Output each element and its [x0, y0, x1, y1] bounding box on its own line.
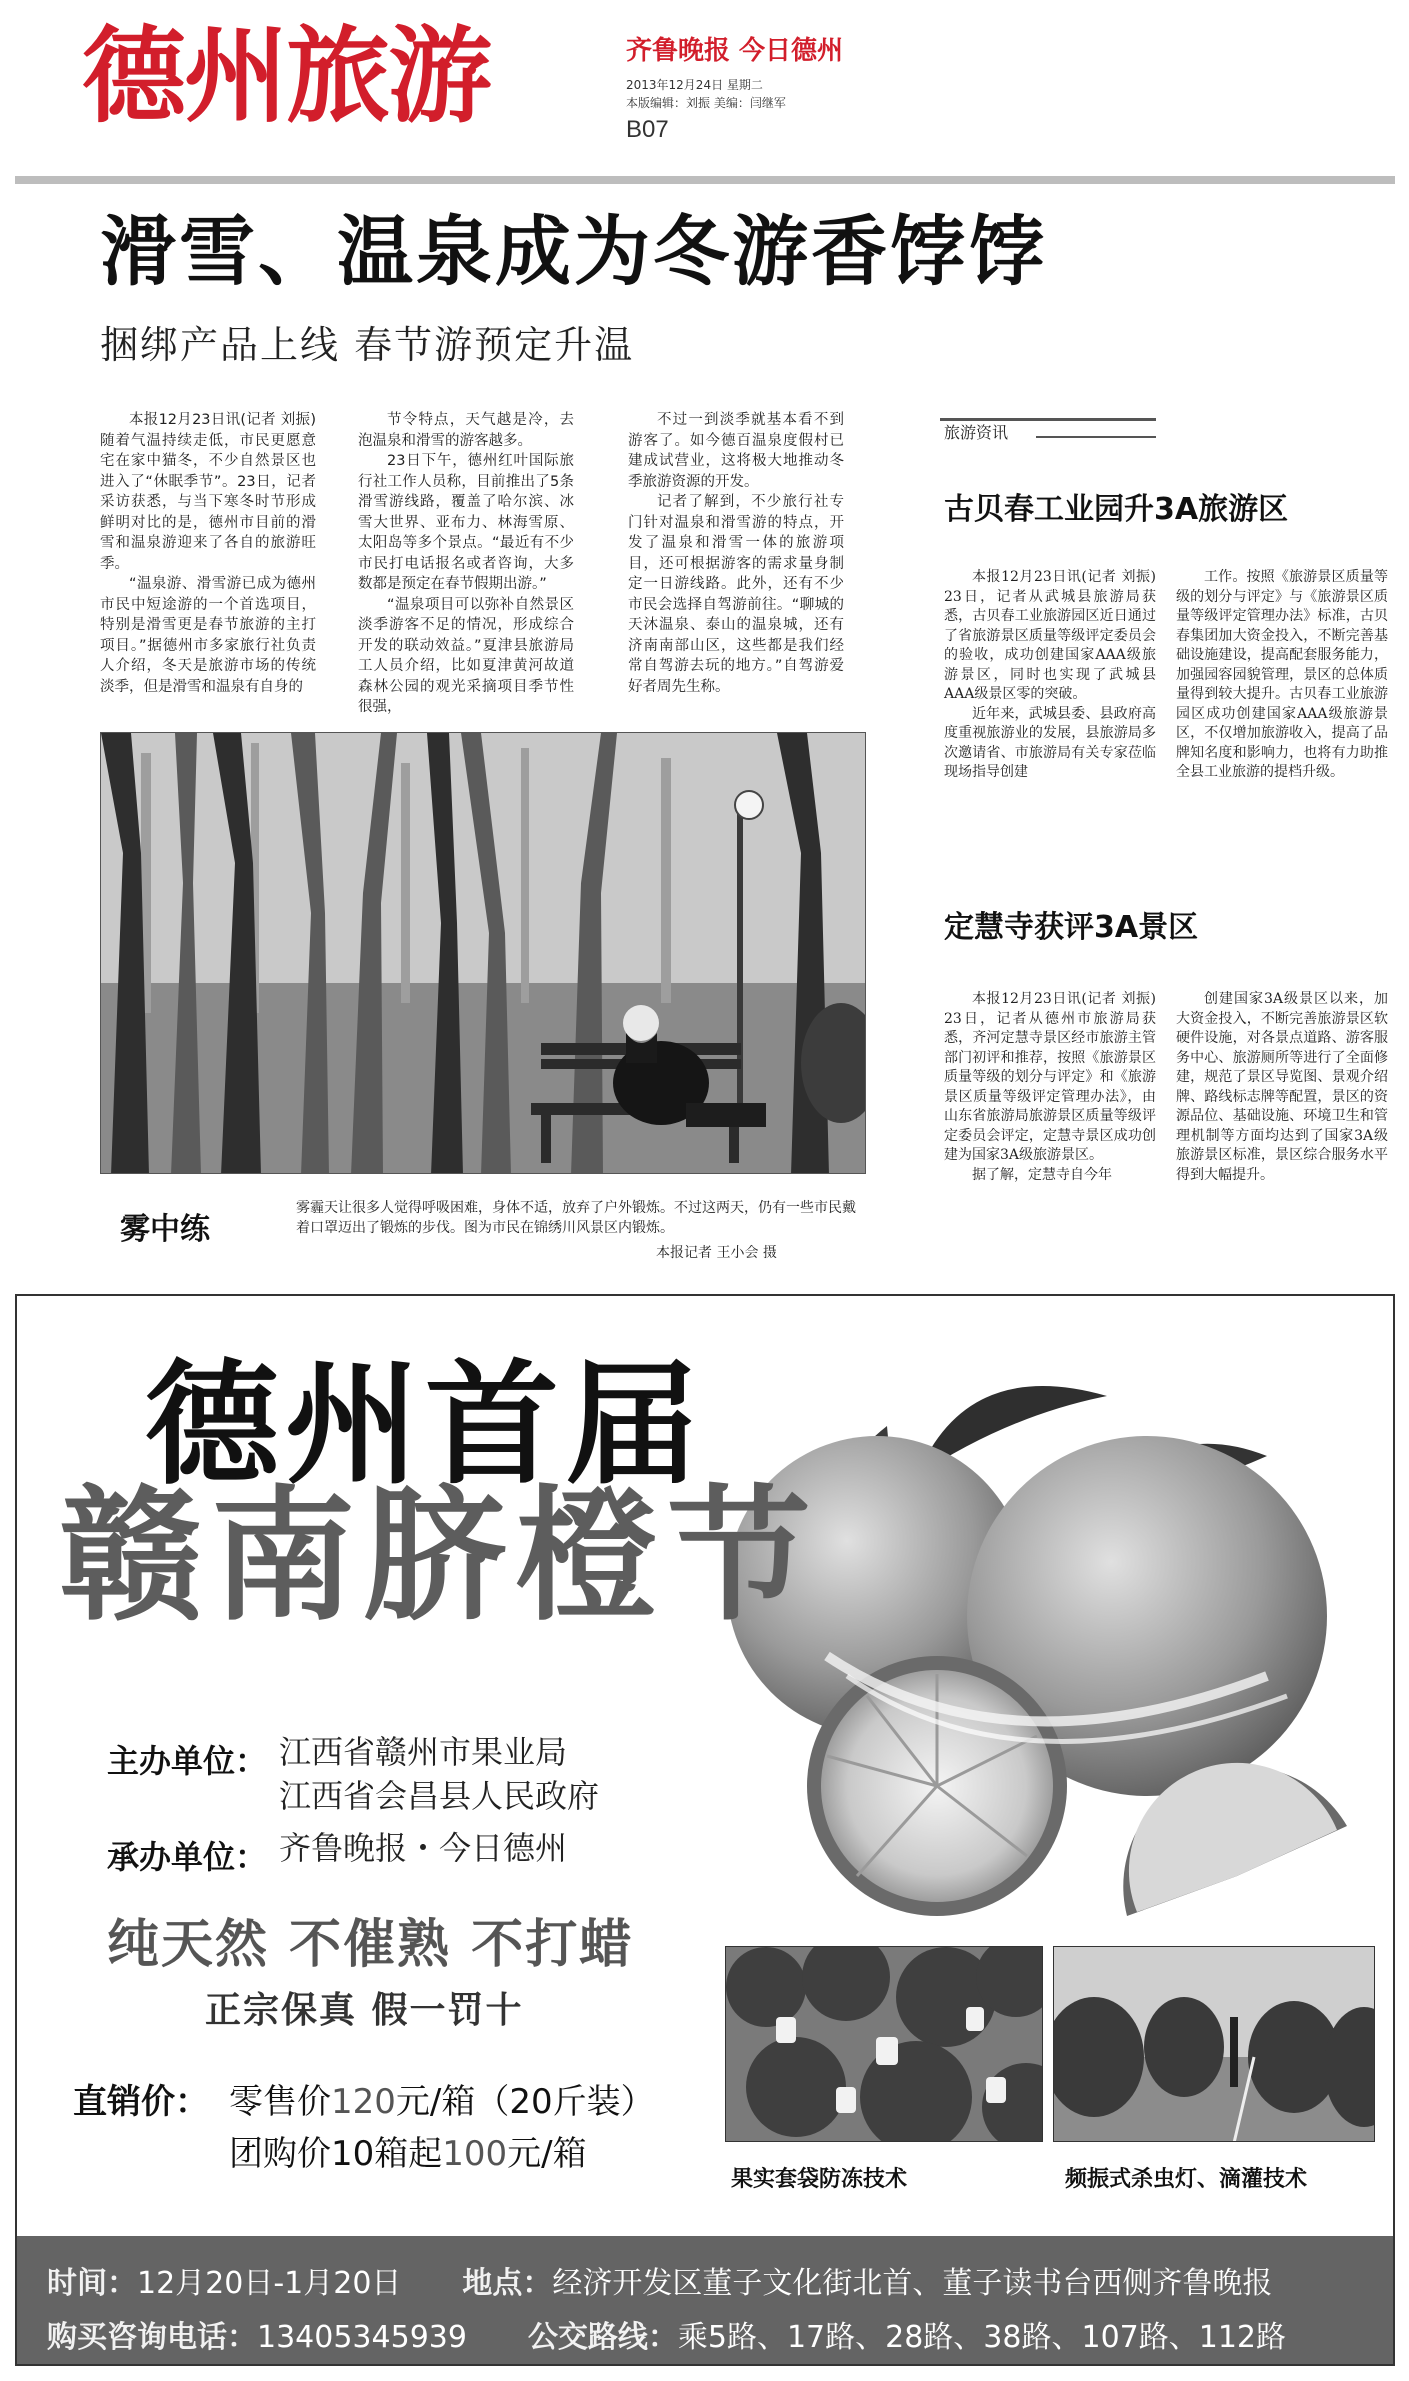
brief-paragraph: 本报12月23日讯(记者 刘振) 23日，记者从武城县旅游局获悉，古贝春工业旅游园区近日通过了省旅游景区质量等级评定委员会的验收，成功创建国家AAA级旅游景区，同时也实现了武城县AAA级景区零的突破。: [944, 569, 1156, 702]
newspaper-brand: 齐鲁晚报 今日德州: [626, 36, 844, 66]
time-label: 时间：: [47, 2266, 137, 2301]
group-price-prefix: 团购价10箱起: [229, 2134, 443, 2174]
place-label: 地点：: [462, 2266, 553, 2301]
orchard-irrigation-illustration: [1054, 1947, 1375, 2142]
navel-orange-festival-ad: [15, 1294, 1395, 2366]
brief-section-tag: 旅游资讯: [944, 423, 1009, 442]
orchard-irrigation-photo: [1053, 1946, 1375, 2142]
news-photo-foggy-park: [100, 732, 866, 1174]
brief-paragraph: 本报12月23日讯(记者 刘振) 23日，记者从德州市旅游局获悉，齐河定慧寺景区经市旅游主管部门初评和推荐，按照《旅游景区质量等级的划分与评定》和《旅游景区质量等级评定管理办法》，由山东省旅游局旅游景区质量等级评定委员会评定，定慧寺景区成功创建为国家3A级旅游景区。: [944, 991, 1156, 1163]
retail-price-prefix: 零售价: [229, 2082, 331, 2122]
article-column-3: [628, 410, 844, 697]
photo2-caption: 频振式杀虫灯、滴灌技术: [1065, 2167, 1308, 2192]
article-paragraph: 记者了解到，不少旅行社专门针对温泉和滑雪游的特点，开发了温泉和滑雪一体的旅游项目，还可根据游客的需求量身制定一日游线路。此外，还有不少市民会选择自驾游前往。“聊城的天沐温泉、泰山的温泉城，还有济南南部山区，这些都是我们经常自驾游去玩的地方。”自驾游爱好者周先生称。: [628, 494, 844, 695]
undertaker-name: 齐鲁晚报・今日德州: [279, 1829, 568, 1867]
ad-time-place-row: [47, 2258, 1272, 2302]
brief-paragraph: 工作。按照《旅游景区质量等级的划分与评定》与《旅游景区质量等级评定管理办法》标准，古贝春集团加大资金投入，不断完善基础设施建设，提高配套服务能力，加强园容园貌管理，景区的总体质量得到较大提升。古贝春工业旅游园区成功创建国家AAA级旅游景区，不仅增加旅游收入，提高了品牌知名度和影响力，也将有力助推全县工业旅游的提档升级。: [1176, 569, 1388, 780]
orchard-bagging-photo: [725, 1946, 1043, 2142]
ad-title-line2: 赣南脐橙节: [59, 1471, 820, 1640]
brief-rule: [1036, 436, 1156, 438]
article-paragraph: 本报12月23日讯(记者 刘振) 随着气温持续走低，市民更愿意宅在家中猫冬，不少自然景区也进入了“休眠季节”。23日，记者采访获悉，与当下寒冬时节形成鲜明对比的是，德州市目前的滑雪和温泉游迎来了各自的旅游旺季。: [100, 412, 316, 572]
brief-paragraph: 创建国家3A级景区以来，加大资金投入，不断完善旅游景区软硬件设施，对各景点道路、游客服务中心、旅游厕所等进行了全面修建，规范了景区导览图、景观介绍牌、路线标志牌等配置，景区的资源品位、基础设施、环境卫生和管理机制等方面均达到了国家3A级旅游景区标准，景区综合服务水平得到大幅提升。: [1176, 991, 1388, 1183]
retail-price-line: [229, 2074, 655, 2123]
article-column-2: [358, 410, 574, 718]
group-price-line: [229, 2126, 587, 2175]
organizer-name: 江西省会昌县人民政府: [279, 1777, 600, 1815]
editors-line: 本版编辑：刘振 美编：闫继军: [626, 96, 786, 110]
article-paragraph: 节令特点，天气越是冷，去泡温泉和滑雪的游客越多。: [358, 412, 574, 449]
undertaker-label: 承办单位：: [107, 1838, 268, 1876]
ad-phone-bus-row: [47, 2312, 1286, 2356]
main-subheadline: 捆绑产品上线 春节游预定升温: [100, 323, 635, 367]
masthead-divider: [15, 176, 1395, 184]
photo1-caption: 果实套袋防冻技术: [731, 2167, 908, 2192]
group-price-value: 100: [442, 2134, 508, 2174]
organizer-name: 江西省赣州市果业局: [279, 1733, 568, 1771]
ad-title-line1: 德州首届: [145, 1347, 706, 1503]
group-price-suffix: 元/箱: [507, 2134, 587, 2174]
ad-footer-band: [17, 2236, 1395, 2366]
phone-label: 购买咨询电话：: [47, 2320, 257, 2355]
brief-column: [1176, 990, 1388, 1185]
organizer-label: 主办单位：: [107, 1742, 268, 1780]
brief-column: [1176, 568, 1388, 783]
brief-paragraph: 近年来，武城县委、县政府高度重视旅游业的发展，县旅游局多次邀请省、市旅游局有关专家莅临现场指导创建: [944, 705, 1156, 780]
brief-column: [944, 990, 1156, 1185]
section-title: 德州旅游: [82, 14, 491, 137]
orchard-bagging-illustration: [726, 1947, 1043, 2142]
issue-meta: [626, 76, 786, 112]
photo-caption-text: 雾霾天让很多人觉得呼吸困难，身体不适，放弃了户外锻炼。不过这两天，仍有一些市民戴着口罩迈出了锻炼的步伐。图为市民在锦绣川风景区内锻炼。: [296, 1200, 856, 1236]
brief-paragraph: 据了解，定慧寺自今年: [972, 1166, 1112, 1183]
main-headline: 滑雪、温泉成为冬游香饽饽: [100, 207, 1048, 296]
place-value: 经济开发区董子文化街北首、董子读书台西侧齐鲁晚报: [552, 2266, 1273, 2301]
price-label: 直销价：: [73, 2082, 209, 2122]
article-paragraph: “温泉游、滑雪游已成为德州市民中短途游的一个首选项目，特别是滑雪更是春节旅游的主打项目。”据德州市多家旅行社负责人介绍，冬天是旅游市场的传统淡季，但是滑雪和温泉有自身的: [100, 576, 316, 695]
brief-title-dinghuisi: 定慧寺获评3A景区: [944, 910, 1199, 945]
article-paragraph: 不过一到淡季就基本看不到游客了。如今德百温泉度假村已建成试营业，这将极大地推动冬季旅游资源的开发。: [628, 412, 844, 490]
bus-label: 公交路线：: [527, 2320, 678, 2355]
photo-caption-title: 雾中练: [120, 1212, 210, 1247]
ad-slogan: 纯天然 不催熟 不打蜡: [107, 1915, 634, 1975]
bus-value: 乘5路、17路、28路、38路、107路、112路: [677, 2320, 1287, 2355]
organizer-list: [279, 1730, 599, 1818]
retail-price-value: 120: [331, 2082, 396, 2122]
time-value: 12月20日-1月20日: [137, 2266, 402, 2301]
article-paragraph: 23日下午，德州红叶国际旅行社工作人员称，目前推出了5条滑雪游线路，覆盖了哈尔滨、冰雪大世界、亚布力、林海雪原、太阳岛等多个景点。“最近有不少市民打电话报名或者咨询，大多数都是预定在春节假期出游。”: [358, 453, 574, 592]
foggy-park-illustration: [101, 733, 866, 1174]
page-number: B07: [626, 116, 669, 143]
article-column-1: [100, 410, 316, 697]
ad-guarantee: 正宗保真 假一罚十: [205, 1990, 524, 2031]
retail-price-suffix: 元/箱（20斤装）: [395, 2082, 655, 2122]
article-paragraph: “温泉项目可以弥补自然景区淡季游客不足的情况，形成综合开发的联动效益。”夏津县旅游局工人员介绍，比如夏津黄河故道森林公园的观光采摘项目季节性很强，: [358, 596, 574, 715]
oranges-illustration: [707, 1356, 1395, 1956]
brief-column: [944, 568, 1156, 783]
date-line: 2013年12月24日 星期二: [626, 78, 763, 92]
brief-title-gubeichun: 古贝春工业园升3A旅游区: [944, 492, 1289, 527]
photo-credit: 本报记者 王小会 摄: [656, 1245, 777, 1261]
phone-value: 13405345939: [257, 2320, 467, 2355]
